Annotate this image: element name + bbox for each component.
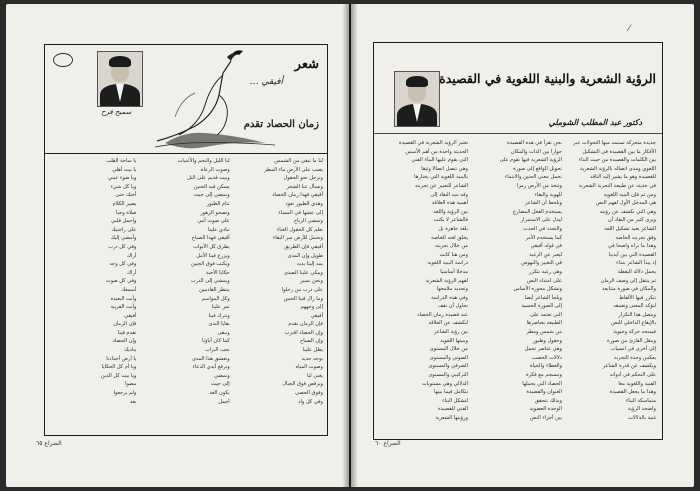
text-line: وقد تنبه النقاد إلى xyxy=(430,191,468,198)
text-line: ويا أم كل الحكايا xyxy=(101,364,137,371)
text-line: الفني للقصيدة xyxy=(437,406,468,413)
text-line: فإن الزمان xyxy=(113,321,137,328)
text-line: فيمنحه حركة وحيوية xyxy=(613,329,656,336)
text-line: على درب من رحلوا xyxy=(281,286,323,293)
article-columns xyxy=(380,139,656,433)
text-line: على صوت أمي xyxy=(197,218,230,225)
text-line: متماسكة البناء xyxy=(625,397,656,404)
text-line: وبذلك تتحقق xyxy=(534,397,562,404)
text-line: ويرى كثير من النقاد أن xyxy=(607,217,656,224)
text-line: يستخدم الفعل المضارع xyxy=(512,208,562,215)
text-line: العنوان والقصيدة xyxy=(526,389,562,396)
text-line: بين الرؤية واللغة xyxy=(433,208,468,215)
text-line: بين الكلمات والقصيدة من حيث البناء xyxy=(578,157,656,164)
divider xyxy=(374,133,662,134)
text-line: وفي كل درب xyxy=(108,243,137,250)
text-line: وهذا ما يجعل القصيدة xyxy=(609,389,656,396)
text-line: فإن الزمان تقدم xyxy=(288,321,323,328)
text-line: التركيبي والمستوى xyxy=(428,372,468,379)
text-line: ثم ينتقل إلى وصف الزمان xyxy=(600,277,656,284)
text-line: وكل المواسم xyxy=(201,295,230,302)
text-line: وهذي الطيور تعود xyxy=(285,200,323,207)
page-folio: الضراع ٦٥ xyxy=(36,440,62,447)
text-line: بين أجزاء النص xyxy=(529,415,562,421)
article-column xyxy=(568,139,656,433)
text-line: وفق تجربته الخاصة xyxy=(615,234,656,241)
text-line: تقدم فينا xyxy=(117,329,137,336)
text-line: وأنت البعيدة xyxy=(110,295,137,302)
text-line: ومن هنا كانت xyxy=(439,251,468,258)
text-line: فالشاعر لا يكتب xyxy=(433,217,468,224)
text-line: الشاعر للتعبير عن تجربته xyxy=(414,182,468,189)
text-line: يا أرض أجدادنا xyxy=(106,355,137,362)
text-line: واضحة الرؤية xyxy=(627,406,656,413)
text-line: ومن ثم فإن البنية اللغوية xyxy=(603,191,656,198)
text-line: وهي التي تكشف عن رؤيته xyxy=(599,208,656,215)
text-line: الوحدة العضوية xyxy=(529,406,562,413)
poem-subtitle: أفيقي … xyxy=(249,77,283,87)
text-line: ليدل على الاستمرار xyxy=(520,217,562,224)
text-line: وإن الصباح xyxy=(300,338,323,345)
article-column xyxy=(474,139,562,433)
text-line: يسكن فيه الحنين xyxy=(193,183,230,190)
text-line: وفي كل واد xyxy=(298,398,323,405)
text-line: بوجه جديد xyxy=(301,355,323,362)
text-line: التي تعتمد على xyxy=(530,311,562,318)
text-line: يصب على الأرض ماء المطر xyxy=(264,166,323,173)
text-line: لنا ما تبقى من الشمس xyxy=(274,158,323,164)
right-page xyxy=(351,4,694,487)
text-line: ونعشق هذا المدى xyxy=(191,355,230,362)
poem-columns xyxy=(49,157,323,429)
poem-column xyxy=(49,157,136,429)
text-line: هي المدخل الأول لفهم النص xyxy=(595,200,656,207)
text-line: ويرقص فوق الجبال xyxy=(282,381,323,388)
text-line: يناديك xyxy=(123,347,137,354)
text-line: ونرفع أيدي الدعاء xyxy=(192,364,230,371)
text-line: الدلالي وهي مستويات xyxy=(421,380,468,387)
text-line: ونبقى xyxy=(217,329,230,336)
text-line: في التغيير والنهوض xyxy=(521,260,562,267)
text-line: نحاول أن نقف xyxy=(437,303,468,310)
article-title: الرؤية الشعرية والبنية اللغوية في القصيدة xyxy=(439,71,656,86)
text-line: وهي عناصر تحمل xyxy=(524,346,562,353)
text-line: ولم يرجعوا xyxy=(113,390,137,397)
article-column xyxy=(380,139,468,433)
poem-column xyxy=(236,157,323,429)
text-line: في حديثه عن طبيعة التجربة الشعرية xyxy=(578,182,656,189)
text-line: مدخلا أساسيا xyxy=(440,268,468,275)
text-line: وبيت قديم على التل xyxy=(187,175,230,182)
text-line: حوارا بين الذات والمكان xyxy=(510,148,562,155)
text-line: أفيقي فإن الطريق xyxy=(284,243,323,250)
poem-section-title: شعر xyxy=(294,57,319,72)
text-line: للهوية والبقاء xyxy=(534,191,562,198)
text-line: كما كان آباؤنا xyxy=(201,338,230,345)
text-line: دلالات الخصب xyxy=(531,354,562,361)
text-line: من شمس ومطر xyxy=(526,329,562,336)
text-line: على التحكم في أدواته xyxy=(609,372,656,379)
poet-name: سميح فرح xyxy=(101,108,132,116)
poem-heading: زمان الحصاد تقدم xyxy=(243,119,319,130)
text-line: إلى حيث xyxy=(211,381,230,388)
text-line: بالبنية اللغوية التي يختارها xyxy=(414,174,468,181)
text-line: أفيقي xyxy=(310,312,323,319)
text-line: والتجدد في الحدث xyxy=(523,225,562,232)
text-line: لفهم الرؤية الشعرية xyxy=(425,277,468,284)
text-line: وتتخذ من الأرض رمزا xyxy=(516,182,562,189)
text-line: وأمضي إليك xyxy=(110,235,137,242)
text-line: أهمية هذه العلاقة xyxy=(431,200,468,207)
text-line: مضوا xyxy=(125,381,137,388)
text-line: اللغوي ومدى اتصاله بالرؤية الشعرية xyxy=(579,165,656,172)
text-line: ينتظر القادمين xyxy=(199,286,230,293)
text-line: تنادي علينا xyxy=(207,226,230,233)
text-line: ويتصل هذا التكرار xyxy=(618,311,656,318)
text-line: أحبك حتى xyxy=(115,192,137,199)
text-line: تنام الطيور xyxy=(206,200,230,207)
text-line: على راحتيك xyxy=(111,226,137,233)
text-line: كما يستخدم الأمر xyxy=(525,234,562,241)
text-line: وحقول وطيور xyxy=(532,337,562,344)
text-line: من خلال تجربته xyxy=(435,243,468,250)
text-line: طويل وإن المدى xyxy=(287,252,323,259)
text-line: وما زال فينا الحنين xyxy=(283,295,323,302)
left-page xyxy=(6,4,349,487)
article-byline: دكتور عبد المطلب الشوملي xyxy=(548,117,642,127)
text-line: ويلجأ الشاعر أيضا xyxy=(524,294,562,301)
poem-frame xyxy=(44,44,328,436)
text-line: تتكامل فيما بينها xyxy=(433,389,468,396)
text-line: وتمضي الرياح xyxy=(293,218,323,225)
text-line: يطل علينا xyxy=(302,347,323,354)
text-line: وينقل القارئ من صورة xyxy=(607,337,656,344)
text-line: ونرحل نحو الحقول xyxy=(283,175,323,182)
text-line: ليعبر عن الرغبة xyxy=(529,251,562,258)
text-line: غنية بالدلالات xyxy=(628,415,656,421)
text-line: نحن نقرأ في هذه القصيدة xyxy=(507,140,562,146)
text-line: على امتداد النص xyxy=(527,277,562,284)
text-line: يخلق لغته الخاصة xyxy=(430,234,468,241)
text-line: تتكرر فيها الألفاظ xyxy=(619,294,656,301)
text-line: ويا بيت كل الذين xyxy=(100,372,137,379)
poem-header-art xyxy=(45,45,327,154)
text-line: بعد xyxy=(129,398,137,405)
text-line: أفيقي فهذا الصباح xyxy=(191,235,230,242)
text-line: يا بيت أهلي xyxy=(112,166,137,173)
text-line: يطرق كل الأبواب xyxy=(193,243,230,250)
text-line: وهي تتصل اتصالا وثيقا xyxy=(421,165,468,172)
text-line: يا ساحة القلب xyxy=(106,158,137,164)
text-line: أسمعك xyxy=(120,286,137,293)
text-line: إلى عشها في المساء xyxy=(278,209,323,216)
text-line: ويكتب فوق الجبين xyxy=(190,261,230,268)
text-line: ويمشي إلى الدرب xyxy=(190,278,230,285)
text-line: لتؤكد المعنى وتعمقه xyxy=(613,303,656,310)
text-line: ويزرع فينا الأمل xyxy=(196,252,230,259)
text-line: تعلم كل الحقول الغناء xyxy=(276,226,323,233)
text-line: لنا الليل والنجم والأغنيات xyxy=(177,158,230,164)
text-line: الرؤية الشعرية فيها تقوم على xyxy=(499,157,562,164)
text-line: لنكشف عن العلاقة xyxy=(428,320,468,327)
text-line: وإن الحصاد xyxy=(112,338,137,345)
text-line: من خلال المستوى xyxy=(429,346,468,353)
text-line: بقايا الندى xyxy=(208,321,230,328)
text-line: وأنت القريبة xyxy=(110,304,137,311)
text-line: الحديثة واحدة من أهم الأسس xyxy=(405,148,468,155)
text-line: الصوتي والمستوى xyxy=(429,354,468,361)
text-line: وصوت الرعاة xyxy=(200,166,230,173)
text-line: وهذا ما نراه واضحا في xyxy=(607,243,656,250)
text-line: يكون الغد xyxy=(209,390,230,397)
text-line: وصوت المياه xyxy=(295,364,323,371)
text-line: أفيقي فهذا زمان الحصاد xyxy=(272,192,323,199)
text-line: لتشكل البناء xyxy=(442,397,468,404)
text-line: وتترك فينا xyxy=(208,312,230,319)
text-line: دراسة البنية اللغوية xyxy=(427,260,468,267)
text-line: ونحن نسير xyxy=(300,278,323,285)
text-line: بلغة جاهزة بل xyxy=(438,225,468,232)
text-line: الصرفي والمستوى xyxy=(428,363,468,370)
text-line: التي يقوم عليها البناء الفني xyxy=(411,157,468,164)
text-line: أراك xyxy=(126,252,137,259)
text-line: بين رؤية الشاعر xyxy=(433,329,468,336)
text-line: وفي هذه الدراسة xyxy=(431,294,468,301)
text-line: ويا كل شيء xyxy=(110,183,137,190)
text-line: إلى الصورة الحسية xyxy=(521,303,562,310)
text-line: الأفكار ما بين القصيدة في التشكيل xyxy=(582,148,656,155)
text-line: وفوق الحصى xyxy=(294,390,323,397)
woman-illustration xyxy=(135,47,285,151)
text-line: يعكس وحدة التجربة xyxy=(613,354,656,361)
text-line: ويا ضوء عيني xyxy=(107,175,137,182)
text-line: الحصاد التي يحملها xyxy=(522,380,562,387)
text-line: جديدة متحركة تستمد منها التحولات عبر xyxy=(573,140,656,146)
sun-icon xyxy=(53,53,73,67)
text-line: نحب التراب xyxy=(204,347,230,354)
article-frame xyxy=(373,42,663,440)
text-line: القصيدة التي بين أيدينا xyxy=(608,251,656,258)
text-line: ونمضي xyxy=(214,372,230,379)
text-line: وأحمل قلبي xyxy=(110,218,137,225)
text-line: تمر علينا xyxy=(211,304,230,311)
page-folio: الضراع ٦٠ xyxy=(375,440,401,447)
text-line: وتصحو الزهور xyxy=(200,209,230,216)
text-line: وفي كل وجه xyxy=(109,261,137,268)
text-line: صلاة وحبا xyxy=(115,209,137,216)
text-line: ويكشف عن قدرة الشاعر xyxy=(602,363,656,370)
pen-mark-icon: ⁄ xyxy=(628,24,630,34)
text-line: ويبكي علينا الصدى xyxy=(283,269,323,276)
poem-column xyxy=(142,157,229,429)
text-line: يغني لنا xyxy=(307,372,323,379)
text-line: بالإيقاع الداخلي للنص xyxy=(611,320,656,327)
text-line: أجمل xyxy=(218,398,230,405)
text-line: تحمل معنى الحنين والانتماء xyxy=(504,174,562,181)
text-line: يمد إلينا يديه xyxy=(296,261,323,268)
text-line: إلى أخرى في انسياب xyxy=(610,346,656,353)
text-line: الفنية واللغوية معا xyxy=(618,380,656,387)
text-line: ورؤيتها الشعرية xyxy=(435,415,468,421)
text-line: للقصيدة وهو ما يشير إليه الناقد xyxy=(590,174,656,181)
text-line: أفيقي xyxy=(124,312,137,319)
text-line: وتشكل محوره الأساس xyxy=(513,286,562,293)
text-line: يحمل دلالة اليقظة xyxy=(617,268,656,275)
text-line: وفي كل صوت xyxy=(105,278,137,285)
text-line: الشاعر يعيد تشكيل اللغة xyxy=(604,225,656,232)
text-line: والمكان في صورة متتابعة xyxy=(601,286,656,293)
author-photo xyxy=(394,71,440,127)
text-line: والعطاء والحياة xyxy=(529,363,562,370)
text-line: تحويل الواقع إلى صورة xyxy=(513,165,562,172)
text-line: وإن الحصاد اقترب xyxy=(284,329,323,336)
text-line: أراك xyxy=(126,269,137,276)
text-line: وتحمل للأرض سر البقاء xyxy=(272,235,323,242)
text-line: وهي رغبة تتكرر xyxy=(528,268,562,275)
text-line: ونلحظ أن الشاعر xyxy=(525,200,562,207)
text-line: حكايا الأحبة xyxy=(205,269,230,276)
text-line: ونمضي إلى حيث xyxy=(194,192,230,199)
text-line: الطبيعة بعناصرها xyxy=(526,320,562,327)
text-line: وتنسجم مع فكرة xyxy=(525,372,562,379)
text-line: ونسأل عنا الشجر xyxy=(286,183,323,190)
text-line: وبنيتها اللغوية xyxy=(440,337,468,344)
text-line: إذ يبدأ الشاعر بنداء xyxy=(616,260,656,267)
text-line: عند قصيدة زمان الحصاد xyxy=(417,311,468,318)
magazine-spread xyxy=(6,4,694,487)
text-line: إلى وجههم xyxy=(300,304,323,311)
text-line: يصير الكلام xyxy=(112,200,137,207)
text-line: في قوله أفيقي xyxy=(530,243,562,250)
text-line: تعتبر الرؤية الشعرية في القصيدة xyxy=(398,140,468,146)
text-line: وتحديد ملامحها xyxy=(436,286,468,293)
